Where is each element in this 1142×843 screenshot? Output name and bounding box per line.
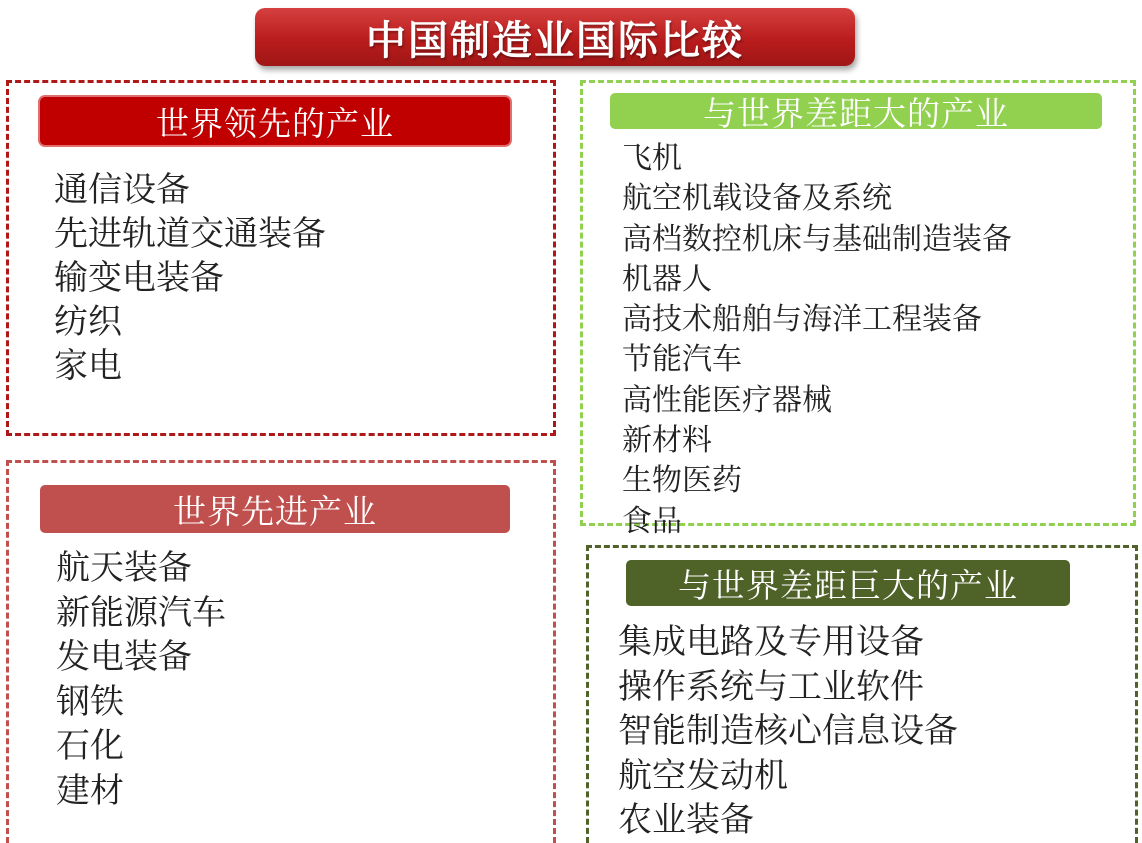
list-item: 智能制造核心信息设备 [618,711,958,751]
large-gap-industries-heading: 与世界差距大的产业 [610,93,1102,129]
list-item: 集成电路及专用设备 [618,622,924,662]
list-item: 农业装备 [618,800,754,840]
huge-gap-industries-list [618,620,958,843]
list-item: 机器人 [622,261,712,297]
list-item: 家电 [54,346,122,386]
page-title: 中国制造业国际比较 [255,8,855,66]
list-item: 先进轨道交通装备 [54,214,326,254]
list-item: 高性能医疗器械 [622,382,832,418]
list-item: 新材料 [622,423,712,459]
list-item: 航空发动机 [618,755,788,796]
advanced-industries-list [56,546,226,813]
list-item: 通信设备 [54,170,190,210]
list-item: 纺织 [54,302,122,342]
leading-industries-heading: 世界领先的产业 [40,97,510,145]
list-item: 发电装备 [56,637,192,677]
list-item: 生物医药 [622,463,742,499]
list-item: 石化 [56,726,124,766]
list-item: 新能源汽车 [56,592,226,633]
list-item: 高技术船舶与海洋工程装备 [622,302,982,338]
list-item: 高档数控机床与基础制造装备 [622,221,1012,257]
list-item: 钢铁 [56,681,124,722]
list-item: 节能汽车 [622,342,742,378]
large-gap-industries-list [622,139,1012,542]
list-item: 建材 [56,770,124,811]
leading-industries-list [54,168,326,388]
list-item: 操作系统与工业软件 [618,666,924,707]
advanced-industries-heading: 世界先进产业 [40,485,510,533]
list-item: 航空机载设备及系统 [622,181,892,217]
list-item: 输变电装备 [54,258,224,298]
list-item: 航天装备 [56,548,192,588]
list-item: 食品 [622,503,682,539]
huge-gap-industries-heading: 与世界差距巨大的产业 [626,560,1070,606]
list-item: 飞机 [622,141,682,176]
